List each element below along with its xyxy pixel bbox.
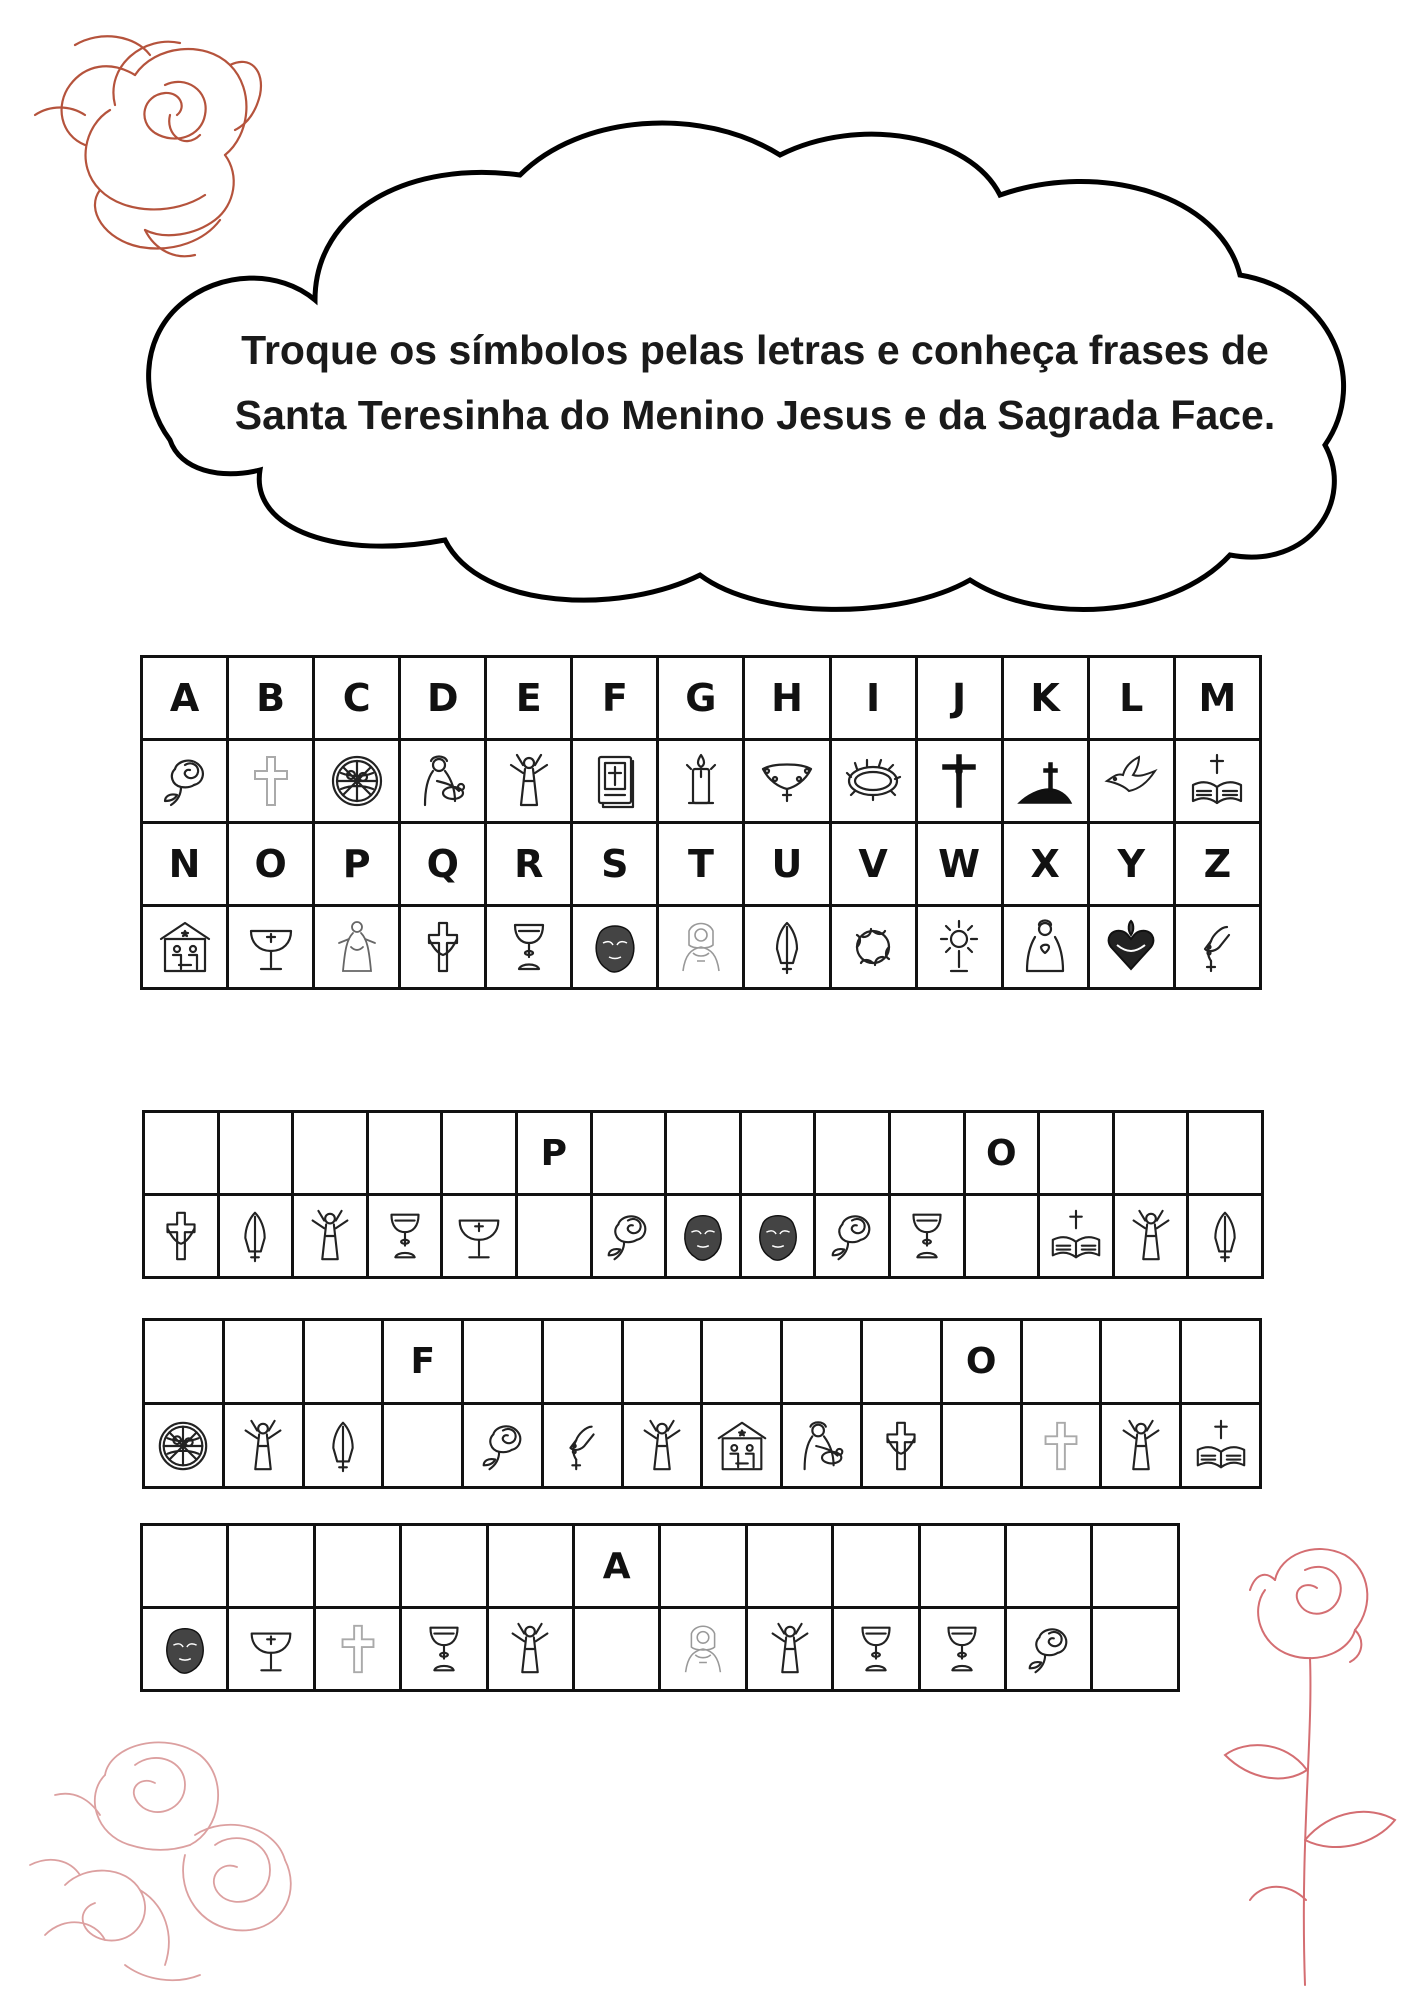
monstrance-icon — [929, 917, 989, 977]
puzzle-phrase-2 — [142, 1318, 1262, 1489]
key-symbol-cell — [1088, 740, 1174, 823]
answer-cell[interactable] — [218, 1112, 293, 1195]
symbol-cell — [463, 1404, 543, 1488]
instruction-text: Troque os símbolos pelas letras e conheça frases de Santa Teresinha do Menino Jesus e da Sagrada Face. — [234, 327, 1276, 438]
answer-cell[interactable] — [401, 1525, 487, 1608]
risen-christ-icon — [501, 1620, 559, 1678]
holy-face-icon — [585, 917, 645, 977]
nativity-icon — [155, 917, 215, 977]
key-letter-cell: H — [744, 657, 830, 740]
risen-christ-icon — [633, 1417, 691, 1475]
holy-face-icon — [156, 1620, 214, 1678]
key-symbol-cell — [400, 906, 486, 989]
answer-cell[interactable] — [144, 1112, 219, 1195]
open-bible-cross-icon — [1187, 751, 1247, 811]
symbol-cell — [1021, 1404, 1101, 1488]
shepherd-lamb-icon — [413, 751, 473, 811]
eucharist-cup-icon — [241, 917, 301, 977]
answer-cell[interactable]: P — [516, 1112, 591, 1195]
candle-icon — [671, 751, 731, 811]
rose-icon — [474, 1417, 532, 1475]
hand-rosary-icon — [553, 1417, 611, 1475]
rose-icon — [823, 1207, 881, 1265]
symbol-cell — [746, 1608, 832, 1691]
roses-bunch-icon — [25, 1735, 305, 1995]
risen-christ-icon — [761, 1620, 819, 1678]
answer-cell[interactable] — [702, 1320, 782, 1404]
symbol-cell — [815, 1195, 890, 1278]
key-symbol-cell — [142, 906, 228, 989]
praying-hands-icon — [226, 1207, 284, 1265]
key-symbol-cell — [830, 740, 916, 823]
answer-cell[interactable] — [833, 1525, 919, 1608]
answer-cell[interactable] — [889, 1112, 964, 1195]
key-letter-cell: Z — [1174, 823, 1260, 906]
key-letter-cell: U — [744, 823, 830, 906]
answer-cell[interactable] — [487, 1525, 573, 1608]
symbol-cell — [1181, 1404, 1261, 1488]
key-letter-cell: B — [228, 657, 314, 740]
cross-cloth-icon — [413, 917, 473, 977]
answer-cell[interactable] — [815, 1112, 890, 1195]
answer-cell[interactable] — [1181, 1320, 1261, 1404]
open-bible-cross-icon — [1047, 1207, 1105, 1265]
open-bible-cross-icon — [1192, 1417, 1250, 1475]
answer-cell[interactable] — [463, 1320, 543, 1404]
puzzle-phrase-1 — [142, 1110, 1264, 1279]
key-letter-cell: T — [658, 823, 744, 906]
key-symbol-cell — [658, 906, 744, 989]
symbol-cell — [889, 1195, 964, 1278]
chalice-icon — [376, 1207, 434, 1265]
answer-cell[interactable] — [591, 1112, 666, 1195]
symbol-cell — [144, 1195, 219, 1278]
symbol-cell — [1039, 1195, 1114, 1278]
answer-cell[interactable]: A — [574, 1525, 660, 1608]
key-symbol-cell — [314, 906, 400, 989]
symbol-cell — [1101, 1404, 1181, 1488]
key-letter-cell: Y — [1088, 823, 1174, 906]
symbol-cell — [223, 1404, 303, 1488]
key-letter-cell: S — [572, 823, 658, 906]
dove-icon — [1101, 751, 1161, 811]
symbol-cell — [367, 1195, 442, 1278]
risen-christ-icon — [499, 751, 559, 811]
key-letter-cell: E — [486, 657, 572, 740]
nativity-icon — [713, 1417, 771, 1475]
chalice-icon — [499, 917, 559, 977]
answer-cell[interactable]: O — [941, 1320, 1021, 1404]
key-letter-cell: J — [916, 657, 1002, 740]
holy-face-icon — [749, 1207, 807, 1265]
answer-cell[interactable] — [228, 1525, 314, 1608]
symbol-cell — [144, 1404, 224, 1488]
symbol-cell — [740, 1195, 815, 1278]
key-symbol-cell — [1088, 906, 1174, 989]
hand-rosary-icon — [1187, 917, 1247, 977]
risen-christ-icon — [1122, 1207, 1180, 1265]
key-symbol-cell — [744, 906, 830, 989]
symbol-cell — [442, 1195, 517, 1278]
praying-hands-icon — [1196, 1207, 1254, 1265]
key-letter-cell: K — [1002, 657, 1088, 740]
answer-cell[interactable] — [622, 1320, 702, 1404]
risen-christ-icon — [301, 1207, 359, 1265]
sacred-heart-icon — [1101, 917, 1161, 977]
key-letter-cell: Q — [400, 823, 486, 906]
key-symbol-cell — [658, 740, 744, 823]
answer-cell[interactable] — [542, 1320, 622, 1404]
symbol-cell — [702, 1404, 782, 1488]
symbol-cell — [401, 1608, 487, 1691]
symbol-cell — [1113, 1195, 1188, 1278]
praying-hands-icon — [314, 1417, 372, 1475]
key-symbol-cell — [830, 906, 916, 989]
key-symbol-cell — [228, 740, 314, 823]
key-symbol-cell — [1174, 906, 1260, 989]
rose-icon — [599, 1207, 657, 1265]
symbol-cell — [542, 1404, 622, 1488]
key-letter-cell: F — [572, 657, 658, 740]
holy-face-icon — [674, 1207, 732, 1265]
key-letter-cell: O — [228, 823, 314, 906]
answer-cell[interactable] — [442, 1112, 517, 1195]
answer-cell[interactable] — [862, 1320, 942, 1404]
answer-cell[interactable] — [782, 1320, 862, 1404]
key-letter-cell: P — [314, 823, 400, 906]
answer-cell[interactable] — [1021, 1320, 1101, 1404]
risen-christ-icon — [1112, 1417, 1170, 1475]
symbol-cell — [228, 1608, 314, 1691]
wreath-icon — [843, 917, 903, 977]
key-symbol-cell — [744, 740, 830, 823]
chalice-icon — [933, 1620, 991, 1678]
symbol-cell — [314, 1608, 400, 1691]
rose-stem-icon — [1205, 1540, 1405, 1990]
answer-cell[interactable] — [1113, 1112, 1188, 1195]
answer-cell[interactable]: F — [383, 1320, 463, 1404]
answer-cell[interactable] — [1092, 1525, 1179, 1608]
symbol-cell — [660, 1608, 746, 1691]
answer-cell[interactable] — [1188, 1112, 1263, 1195]
symbol-cell — [574, 1608, 660, 1691]
key-symbol-cell — [486, 906, 572, 989]
answer-cell[interactable] — [142, 1525, 228, 1608]
symbol-cell — [622, 1404, 702, 1488]
calvary-hill-icon — [1015, 751, 1075, 811]
answer-cell[interactable] — [1101, 1320, 1181, 1404]
symbol-cell — [303, 1404, 383, 1488]
answer-cell[interactable] — [660, 1525, 746, 1608]
saint-therese-icon — [674, 1620, 732, 1678]
light-cross-icon — [241, 751, 301, 811]
light-cross-icon — [329, 1620, 387, 1678]
key-symbol-cell — [228, 906, 314, 989]
cross-cloth-icon — [152, 1207, 210, 1265]
key-letter-cell: X — [1002, 823, 1088, 906]
key-letter-cell: D — [400, 657, 486, 740]
key-letter-cell: N — [142, 823, 228, 906]
rose-icon — [1020, 1620, 1078, 1678]
symbol-cell — [1006, 1608, 1092, 1691]
key-symbol-cell — [400, 740, 486, 823]
answer-cell[interactable] — [223, 1320, 303, 1404]
key-letter-cell: I — [830, 657, 916, 740]
key-symbol-cell — [486, 740, 572, 823]
crown-of-thorns-icon — [843, 751, 903, 811]
key-letter-cell: G — [658, 657, 744, 740]
key-letter-cell: C — [314, 657, 400, 740]
key-letter-cell: L — [1088, 657, 1174, 740]
praying-hands-icon — [757, 917, 817, 977]
chalice-icon — [847, 1620, 905, 1678]
key-symbol-cell — [1002, 906, 1088, 989]
symbol-cell — [1092, 1608, 1179, 1691]
cross-cloth-icon — [872, 1417, 930, 1475]
symbol-cell — [1188, 1195, 1263, 1278]
bible-icon — [585, 751, 645, 811]
cipher-key-table — [140, 655, 1262, 990]
answer-cell[interactable]: O — [964, 1112, 1039, 1195]
answer-cell[interactable] — [1039, 1112, 1114, 1195]
jesus-robe-icon — [327, 917, 387, 977]
key-letter-cell: W — [916, 823, 1002, 906]
stained-glass-icon — [327, 751, 387, 811]
key-letter-cell: M — [1174, 657, 1260, 740]
key-symbol-cell — [916, 906, 1002, 989]
answer-cell[interactable] — [144, 1320, 224, 1404]
stained-glass-icon — [154, 1417, 212, 1475]
symbol-cell — [142, 1608, 228, 1691]
chalice-icon — [415, 1620, 473, 1678]
key-symbol-cell — [142, 740, 228, 823]
symbol-cell — [862, 1404, 942, 1488]
answer-cell[interactable] — [740, 1112, 815, 1195]
key-symbol-cell — [1002, 740, 1088, 823]
symbol-cell — [964, 1195, 1039, 1278]
symbol-cell — [293, 1195, 368, 1278]
key-symbol-cell — [1174, 740, 1260, 823]
symbol-cell — [218, 1195, 293, 1278]
answer-cell[interactable] — [666, 1112, 741, 1195]
symbol-cell — [383, 1404, 463, 1488]
key-symbol-cell — [572, 740, 658, 823]
symbol-cell — [782, 1404, 862, 1488]
answer-cell[interactable] — [367, 1112, 442, 1195]
eucharist-cup-icon — [242, 1620, 300, 1678]
key-letter-cell: A — [142, 657, 228, 740]
chalice-icon — [898, 1207, 956, 1265]
eucharist-cup-icon — [450, 1207, 508, 1265]
symbol-cell — [919, 1608, 1005, 1691]
answer-cell[interactable] — [919, 1525, 1005, 1608]
key-symbol-cell — [572, 906, 658, 989]
rosary-beads-icon — [757, 751, 817, 811]
saint-therese-icon — [671, 917, 731, 977]
symbol-cell — [516, 1195, 591, 1278]
rose-icon — [155, 751, 215, 811]
answer-cell[interactable] — [303, 1320, 383, 1404]
key-symbol-cell — [314, 740, 400, 823]
answer-cell[interactable] — [746, 1525, 832, 1608]
key-symbol-cell — [916, 740, 1002, 823]
answer-cell[interactable] — [293, 1112, 368, 1195]
answer-cell[interactable] — [1006, 1525, 1092, 1608]
light-cross-icon — [1032, 1417, 1090, 1475]
sacred-heart-jesus-icon — [1015, 917, 1075, 977]
key-letter-cell: V — [830, 823, 916, 906]
symbol-cell — [666, 1195, 741, 1278]
risen-christ-icon — [234, 1417, 292, 1475]
puzzle-phrase-3 — [140, 1523, 1180, 1692]
symbol-cell — [941, 1404, 1021, 1488]
symbol-cell — [487, 1608, 573, 1691]
symbol-cell — [591, 1195, 666, 1278]
shepherd-lamb-icon — [793, 1417, 851, 1475]
crucifix-icon — [929, 751, 989, 811]
answer-cell[interactable] — [314, 1525, 400, 1608]
key-letter-cell: R — [486, 823, 572, 906]
symbol-cell — [833, 1608, 919, 1691]
